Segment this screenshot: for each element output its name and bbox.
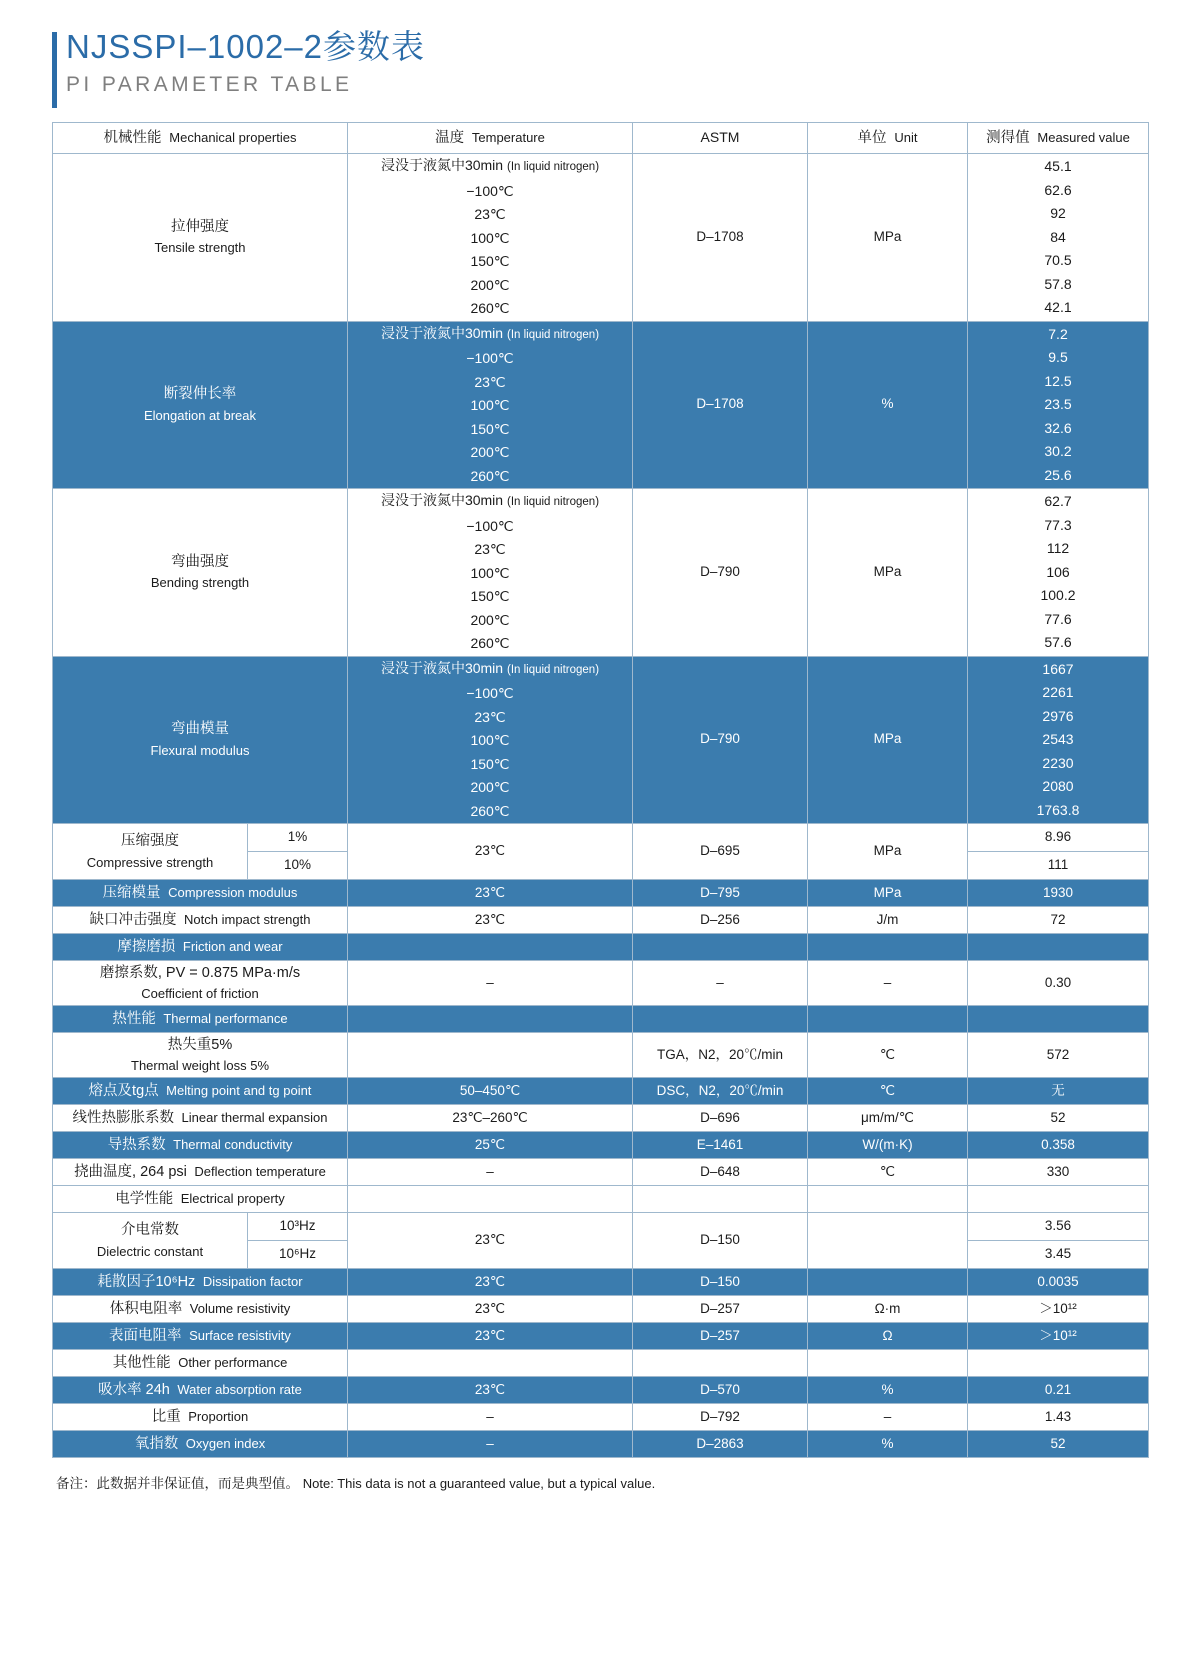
temperature-cell: – xyxy=(348,1159,633,1186)
property-label: 比重 Proportion xyxy=(53,1404,348,1431)
property-label: 体积电阻率 Volume resistivity xyxy=(53,1296,348,1323)
measured-value: 23.5 xyxy=(1044,396,1072,412)
unit-cell xyxy=(808,1186,968,1213)
measured-value: 84 xyxy=(1050,228,1066,245)
measured-value: 77.6 xyxy=(1044,610,1072,627)
property-label: 耗散因子10⁶Hz Dissipation factor xyxy=(53,1269,348,1296)
measured-value-cell xyxy=(968,1350,1149,1377)
temperature-value: 200℃ xyxy=(470,611,510,628)
table-row xyxy=(53,1269,1149,1296)
unit-cell xyxy=(808,1269,968,1296)
temperature-cell: 23℃ xyxy=(348,1377,633,1404)
astm-cell: D–257 xyxy=(633,1323,808,1350)
temperature-cell xyxy=(348,1186,633,1213)
astm-cell: D–648 xyxy=(633,1159,808,1186)
table-row xyxy=(53,154,1149,322)
measured-value-cell xyxy=(968,1006,1149,1033)
page-header xyxy=(52,26,1148,100)
table-row xyxy=(53,880,1149,907)
page-title: NJSSPI–1002–2参数表 xyxy=(66,28,426,65)
table-row-dielectric-constant xyxy=(53,1213,1149,1241)
temperature-cell xyxy=(348,489,633,657)
unit-cell: J/m xyxy=(808,907,968,934)
table-row xyxy=(53,1431,1149,1458)
table-row xyxy=(53,961,1149,1006)
temperature-cell xyxy=(348,1033,633,1078)
property-label: 磨擦系数, PV = 0.875 MPa·m/s Coefficient of friction xyxy=(53,961,348,1006)
property-label: 断裂伸长率 Elongation at break xyxy=(53,321,348,489)
temperature-value: 23℃ xyxy=(474,373,506,390)
measured-value-cell xyxy=(968,656,1149,824)
temperature-cell: 23℃ xyxy=(348,1323,633,1350)
unit-cell: MPa xyxy=(808,824,968,880)
header-cell-astm: ASTM xyxy=(633,123,808,154)
table-row xyxy=(53,1323,1149,1350)
property-label: 拉伸强度 Tensile strength xyxy=(53,154,348,322)
property-label: 压缩强度 Compressive strength xyxy=(53,824,248,880)
measured-value-cell xyxy=(968,1186,1149,1213)
table-row xyxy=(53,1186,1149,1213)
unit-cell: μm/m/℃ xyxy=(808,1105,968,1132)
property-label: 电学性能 Electrical property xyxy=(53,1186,348,1213)
table-row xyxy=(53,1404,1149,1431)
property-label: 热性能 Thermal performance xyxy=(53,1006,348,1033)
astm-cell: D–790 xyxy=(633,656,808,824)
property-label: 熔点及tg点 Melting point and tg point xyxy=(53,1078,348,1105)
property-label: 挠曲温度, 264 psi Deflection temperature xyxy=(53,1159,348,1186)
astm-cell: D–695 xyxy=(633,824,808,880)
header-cell-temperature: 温度 Temperature xyxy=(348,123,633,154)
astm-cell xyxy=(633,934,808,961)
table-row-compressive-strength xyxy=(53,824,1149,852)
unit-cell: MPa xyxy=(808,656,968,824)
table-row xyxy=(53,1006,1149,1033)
measured-value: 2543 xyxy=(1042,731,1074,747)
measured-value-cell: 无 xyxy=(968,1078,1149,1105)
table-row xyxy=(53,1350,1149,1377)
temperature-value: 浸没于液氮中30min (In liquid nitrogen) xyxy=(380,324,600,341)
astm-cell: TGA，N2，20℃/min xyxy=(633,1033,808,1078)
temperature-cell xyxy=(348,934,633,961)
unit-cell xyxy=(808,1006,968,1033)
temperature-cell: 23℃ xyxy=(348,1296,633,1323)
property-label: 介电常数 Dielectric constant xyxy=(53,1213,248,1269)
measured-value-cell xyxy=(968,934,1149,961)
astm-cell: D–2863 xyxy=(633,1431,808,1458)
header-cell-unit: 单位 Unit xyxy=(808,123,968,154)
unit-cell: ℃ xyxy=(808,1033,968,1078)
temperature-value: −100℃ xyxy=(466,517,514,534)
measured-value: 100.2 xyxy=(1040,587,1076,603)
temperature-value: 浸没于液氮中30min (In liquid nitrogen) xyxy=(380,157,600,173)
measured-value-cell: 72 xyxy=(968,907,1149,934)
measured-value-cell xyxy=(968,489,1149,657)
table-header-row xyxy=(53,123,1149,154)
temperature-value: 260℃ xyxy=(470,802,510,819)
measured-value: 2080 xyxy=(1042,778,1074,794)
measured-value: 30.2 xyxy=(1044,443,1072,459)
temperature-value: 23℃ xyxy=(474,541,506,557)
temperature-value: 100℃ xyxy=(470,229,510,246)
header-cell-measured: 测得值 Measured value xyxy=(968,123,1149,154)
temperature-cell xyxy=(348,1350,633,1377)
temperature-value: 260℃ xyxy=(470,467,510,484)
astm-cell: – xyxy=(633,961,808,1006)
measured-value: 70.5 xyxy=(1044,252,1072,268)
measured-value-cell: 572 xyxy=(968,1033,1149,1078)
astm-cell: D–570 xyxy=(633,1377,808,1404)
unit-cell: MPa xyxy=(808,154,968,322)
astm-cell: D–1708 xyxy=(633,154,808,322)
property-label: 导热系数 Thermal conductivity xyxy=(53,1132,348,1159)
astm-cell xyxy=(633,1350,808,1377)
astm-cell: D–150 xyxy=(633,1269,808,1296)
table-row xyxy=(53,321,1149,489)
table-row xyxy=(53,656,1149,824)
astm-cell: D–792 xyxy=(633,1404,808,1431)
property-label: 线性热膨胀系数 Linear thermal expansion xyxy=(53,1105,348,1132)
property-label: 弯曲模量 Flexural modulus xyxy=(53,656,348,824)
table-row xyxy=(53,1033,1149,1078)
table-row xyxy=(53,1105,1149,1132)
unit-cell xyxy=(808,1213,968,1269)
measured-value-cell xyxy=(968,154,1149,322)
temperature-cell xyxy=(348,321,633,489)
unit-cell: % xyxy=(808,1431,968,1458)
temperature-cell xyxy=(348,154,633,322)
temperature-value: 23℃ xyxy=(474,206,506,222)
footer-note-cn: 备注：此数据并非保证值，而是典型值。 xyxy=(56,1476,299,1491)
property-label: 热失重5% Thermal weight loss 5% xyxy=(53,1033,348,1078)
measured-value-cell: 0.21 xyxy=(968,1377,1149,1404)
property-label: 氧指数 Oxygen index xyxy=(53,1431,348,1458)
temperature-value: 150℃ xyxy=(470,253,510,269)
measured-value: 7.2 xyxy=(1048,325,1068,342)
measured-value-cell: 111 xyxy=(968,852,1149,880)
unit-cell: MPa xyxy=(808,489,968,657)
measured-value-cell: 330 xyxy=(968,1159,1149,1186)
unit-cell: % xyxy=(808,321,968,489)
unit-cell xyxy=(808,1350,968,1377)
unit-cell: ℃ xyxy=(808,1078,968,1105)
temperature-cell: 23℃ xyxy=(348,907,633,934)
temperature-value: −100℃ xyxy=(466,350,514,366)
unit-cell: W/(m·K) xyxy=(808,1132,968,1159)
astm-cell: D–256 xyxy=(633,907,808,934)
measured-value: 1667 xyxy=(1042,660,1074,677)
measured-value: 62.7 xyxy=(1044,493,1072,509)
measured-value-cell: 52 xyxy=(968,1105,1149,1132)
temperature-cell: 25℃ xyxy=(348,1132,633,1159)
measured-value-cell: 1930 xyxy=(968,880,1149,907)
measured-value-cell: 3.45 xyxy=(968,1241,1149,1269)
measured-value: 2261 xyxy=(1042,684,1074,700)
astm-cell: DSC，N2，20℃/min xyxy=(633,1078,808,1105)
footer-note-en: Note: This data is not a guaranteed value, but a typical value. xyxy=(302,1476,656,1491)
table-row xyxy=(53,489,1149,657)
astm-cell: D–696 xyxy=(633,1105,808,1132)
temperature-cell: 23℃ xyxy=(348,1269,633,1296)
dielectric-sub-1mhz: 10⁶Hz xyxy=(248,1241,348,1269)
property-label: 表面电阻率 Surface resistivity xyxy=(53,1323,348,1350)
table-row xyxy=(53,1132,1149,1159)
temperature-value: 浸没于液氮中30min (In liquid nitrogen) xyxy=(380,659,600,676)
temperature-value: 150℃ xyxy=(470,755,510,772)
header-cell-mechanical: 机械性能 Mechanical properties xyxy=(53,123,348,154)
measured-value: 1763.8 xyxy=(1036,801,1080,818)
measured-value: 25.6 xyxy=(1044,466,1072,483)
astm-cell xyxy=(633,1006,808,1033)
table-row xyxy=(53,1159,1149,1186)
table-row xyxy=(53,1078,1149,1105)
property-label: 弯曲强度 Bending strength xyxy=(53,489,348,657)
temperature-cell xyxy=(348,1006,633,1033)
unit-cell: ℃ xyxy=(808,1159,968,1186)
measured-value-cell: ＞10¹² xyxy=(968,1323,1149,1350)
temperature-cell: – xyxy=(348,1404,633,1431)
measured-value: 9.5 xyxy=(1048,349,1068,365)
measured-value-cell: 52 xyxy=(968,1431,1149,1458)
measured-value: 2976 xyxy=(1042,707,1074,724)
measured-value-cell: 3.56 xyxy=(968,1213,1149,1241)
measured-value: 112 xyxy=(1046,540,1070,556)
property-label: 压缩模量 Compression modulus xyxy=(53,880,348,907)
measured-value-cell xyxy=(968,321,1149,489)
measured-value: 57.6 xyxy=(1044,634,1072,650)
temperature-value: 100℃ xyxy=(470,564,510,581)
table-row xyxy=(53,1296,1149,1323)
temperature-value: 260℃ xyxy=(470,300,510,316)
footer-note xyxy=(52,1472,1148,1492)
astm-cell: E–1461 xyxy=(633,1132,808,1159)
compressive-sub-10pct: 10% xyxy=(248,852,348,880)
temperature-value: 23℃ xyxy=(474,708,506,725)
measured-value-cell: 0.0035 xyxy=(968,1269,1149,1296)
measured-value: 12.5 xyxy=(1044,372,1072,389)
compressive-sub-1pct: 1% xyxy=(248,824,348,852)
measured-value-cell: 1.43 xyxy=(968,1404,1149,1431)
temperature-value: 100℃ xyxy=(470,732,510,748)
dielectric-sub-1khz: 10³Hz xyxy=(248,1213,348,1241)
measured-value-cell: 8.96 xyxy=(968,824,1149,852)
temperature-cell: 23℃ xyxy=(348,824,633,880)
astm-cell: D–150 xyxy=(633,1213,808,1269)
table-row xyxy=(53,934,1149,961)
property-label: 吸水率 24h Water absorption rate xyxy=(53,1377,348,1404)
unit-cell: – xyxy=(808,961,968,1006)
property-label: 其他性能 Other performance xyxy=(53,1350,348,1377)
measured-value: 77.3 xyxy=(1044,516,1072,533)
unit-cell: % xyxy=(808,1377,968,1404)
temperature-value: −100℃ xyxy=(466,182,514,199)
measured-value: 92 xyxy=(1050,205,1066,221)
parameter-table xyxy=(52,122,1149,1458)
temperature-value: 200℃ xyxy=(470,276,510,293)
table-row xyxy=(53,1377,1149,1404)
page-subtitle: PI PARAMETER TABLE xyxy=(66,73,353,96)
unit-cell: Ω xyxy=(808,1323,968,1350)
astm-cell: D–257 xyxy=(633,1296,808,1323)
temperature-value: 150℃ xyxy=(470,588,510,604)
temperature-cell: 23℃–260℃ xyxy=(348,1105,633,1132)
unit-cell: Ω·m xyxy=(808,1296,968,1323)
property-label: 摩擦磨损 Friction and wear xyxy=(53,934,348,961)
measured-value: 32.6 xyxy=(1044,419,1072,436)
temperature-value: 100℃ xyxy=(470,397,510,413)
unit-cell xyxy=(808,934,968,961)
temperature-cell: 50–450℃ xyxy=(348,1078,633,1105)
measured-value: 45.1 xyxy=(1044,158,1072,174)
unit-cell: MPa xyxy=(808,880,968,907)
temperature-value: 200℃ xyxy=(470,779,510,795)
temperature-cell: – xyxy=(348,961,633,1006)
measured-value: 57.8 xyxy=(1044,275,1072,292)
table-row xyxy=(53,907,1149,934)
measured-value: 42.1 xyxy=(1044,299,1072,315)
astm-cell: D–795 xyxy=(633,880,808,907)
temperature-cell: 23℃ xyxy=(348,880,633,907)
measured-value: 2230 xyxy=(1042,754,1074,771)
astm-cell: D–1708 xyxy=(633,321,808,489)
measured-value-cell: ＞10¹² xyxy=(968,1296,1149,1323)
temperature-cell: 23℃ xyxy=(348,1213,633,1269)
measured-value: 62.6 xyxy=(1044,181,1072,198)
astm-cell xyxy=(633,1186,808,1213)
temperature-cell: – xyxy=(348,1431,633,1458)
temperature-cell xyxy=(348,656,633,824)
unit-cell: – xyxy=(808,1404,968,1431)
measured-value-cell: 0.358 xyxy=(968,1132,1149,1159)
temperature-value: 200℃ xyxy=(470,444,510,460)
temperature-value: 260℃ xyxy=(470,635,510,651)
temperature-value: 150℃ xyxy=(470,420,510,437)
header-accent-bar xyxy=(52,32,57,108)
temperature-value: 浸没于液氮中30min (In liquid nitrogen) xyxy=(380,492,600,508)
measured-value-cell: 0.30 xyxy=(968,961,1149,1006)
temperature-value: −100℃ xyxy=(466,685,514,701)
property-label: 缺口冲击强度 Notch impact strength xyxy=(53,907,348,934)
astm-cell: D–790 xyxy=(633,489,808,657)
measured-value: 106 xyxy=(1046,563,1070,580)
